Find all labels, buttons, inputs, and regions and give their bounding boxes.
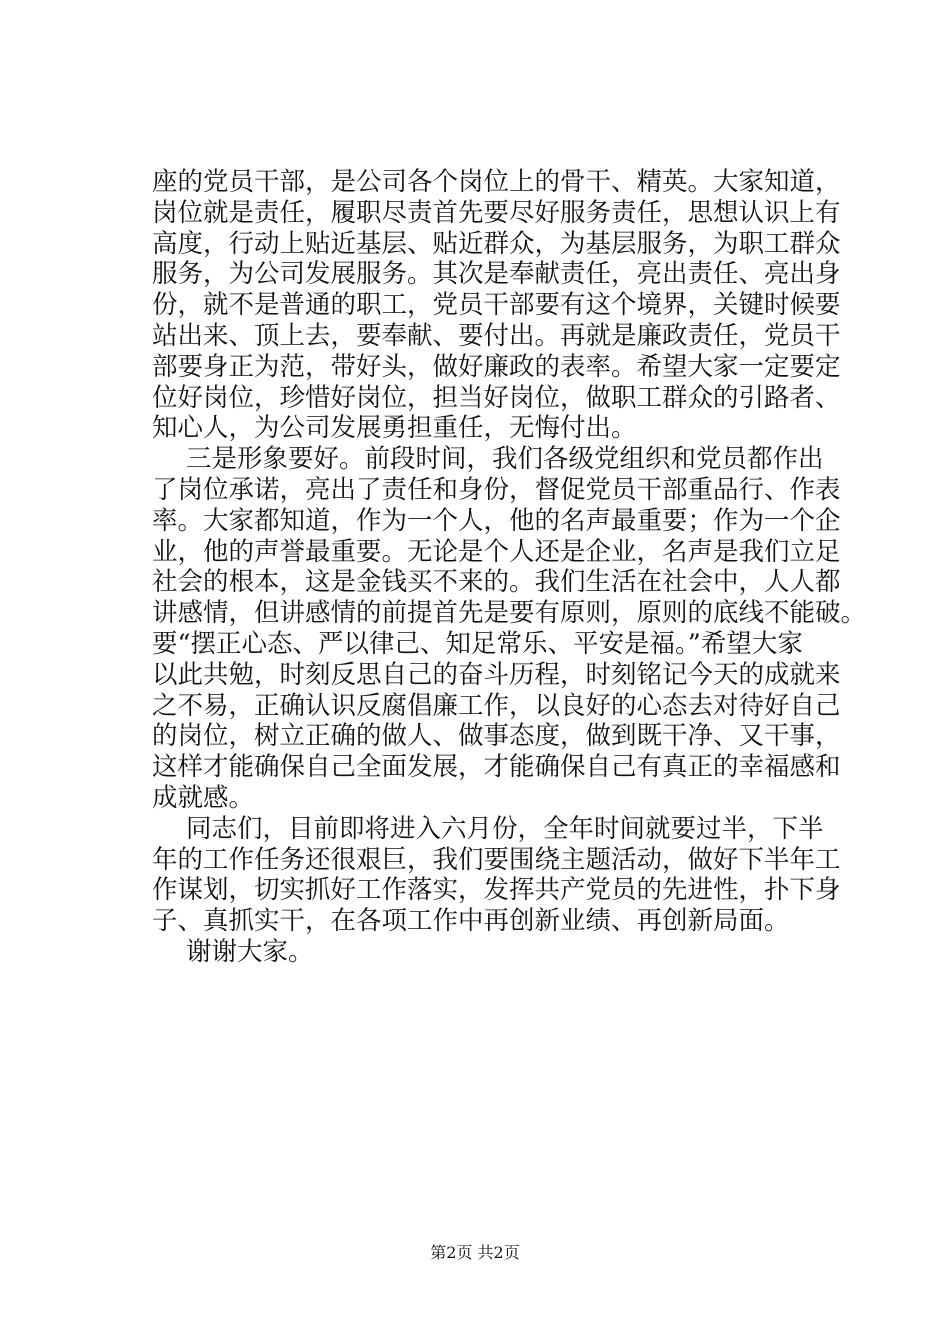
text-line: 社会的根本，这是金钱买不来的。我们生活在社会中，人人都 (152, 567, 841, 598)
text-line: 座的党员干部，是公司各个岗位上的骨干、精英。大家知道， (152, 167, 841, 197)
text-line: 岗位就是责任，履职尽责首先要尽好服务责任，思想认识上有 (152, 197, 841, 228)
paragraph-first-line: 同志们，目前即将进入六月份，全年时间就要过半，下半 (186, 813, 824, 844)
text-line: 站出来、顶上去，要奉献、要付出。再就是廉政责任，党员干 (152, 320, 841, 351)
text-line: 了岗位承诺，亮出了责任和身份，督促党员干部重品行、作表 (152, 474, 841, 505)
text-line: 知心人，为公司发展勇担重任，无悔付出。 (152, 413, 637, 444)
text-line: 率。大家都知道，作为一个人，他的名声最重要；作为一个企 (152, 505, 841, 536)
text-line: 子、真抓实干，在各项工作中再创新业绩、再创新局面。 (152, 906, 790, 937)
paragraph-first-line: 三是形象要好。前段时间，我们各级党组织和党员都作出 (186, 444, 824, 475)
text-line: 要“摆正心态、严以律己、知足常乐、平安是福。”希望大家 (152, 628, 803, 659)
text-line: 这样才能确保自己全面发展，才能确保自己有真正的幸福感和 (152, 752, 841, 783)
text-line: 讲感情，但讲感情的前提首先是要有原则，原则的底线不能破。 (152, 598, 867, 629)
text-line: 部要身正为范，带好头，做好廉政的表率。希望大家一定要定 (152, 351, 841, 382)
text-line: 位好岗位，珍惜好岗位，担当好岗位，做职工群众的引路者、 (152, 382, 841, 413)
text-line: 以此共勉，时刻反思自己的奋斗历程，时刻铭记今天的成就来 (152, 659, 841, 690)
text-line: 作谋划，切实抓好工作落实，发挥共产党员的先进性，扑下身 (152, 875, 841, 906)
text-line: 高度，行动上贴近基层、贴近群众，为基层服务，为职工群众 (152, 228, 841, 259)
text-line: 的岗位，树立正确的做人、做事态度，做到既干净、又干事， (152, 721, 841, 752)
page-footer: 第2页 共2页 (430, 1243, 520, 1262)
text-line: 份，就不是普通的职工，党员干部要有这个境界，关键时候要 (152, 290, 841, 321)
text-line: 业，他的声誉最重要。无论是个人还是企业，名声是我们立足 (152, 536, 841, 567)
text-line: 之不易，正确认识反腐倡廉工作，以良好的心态去对待好自己 (152, 690, 841, 721)
paragraph-first-line: 谢谢大家。 (186, 936, 314, 967)
text-line: 年的工作任务还很艰巨，我们要围绕主题活动，做好下半年工 (152, 844, 841, 875)
text-line: 服务，为公司发展服务。其次是奉献责任，亮出责任、亮出身 (152, 259, 841, 290)
document-body (152, 167, 867, 968)
text-line: 成就感。 (152, 782, 255, 813)
